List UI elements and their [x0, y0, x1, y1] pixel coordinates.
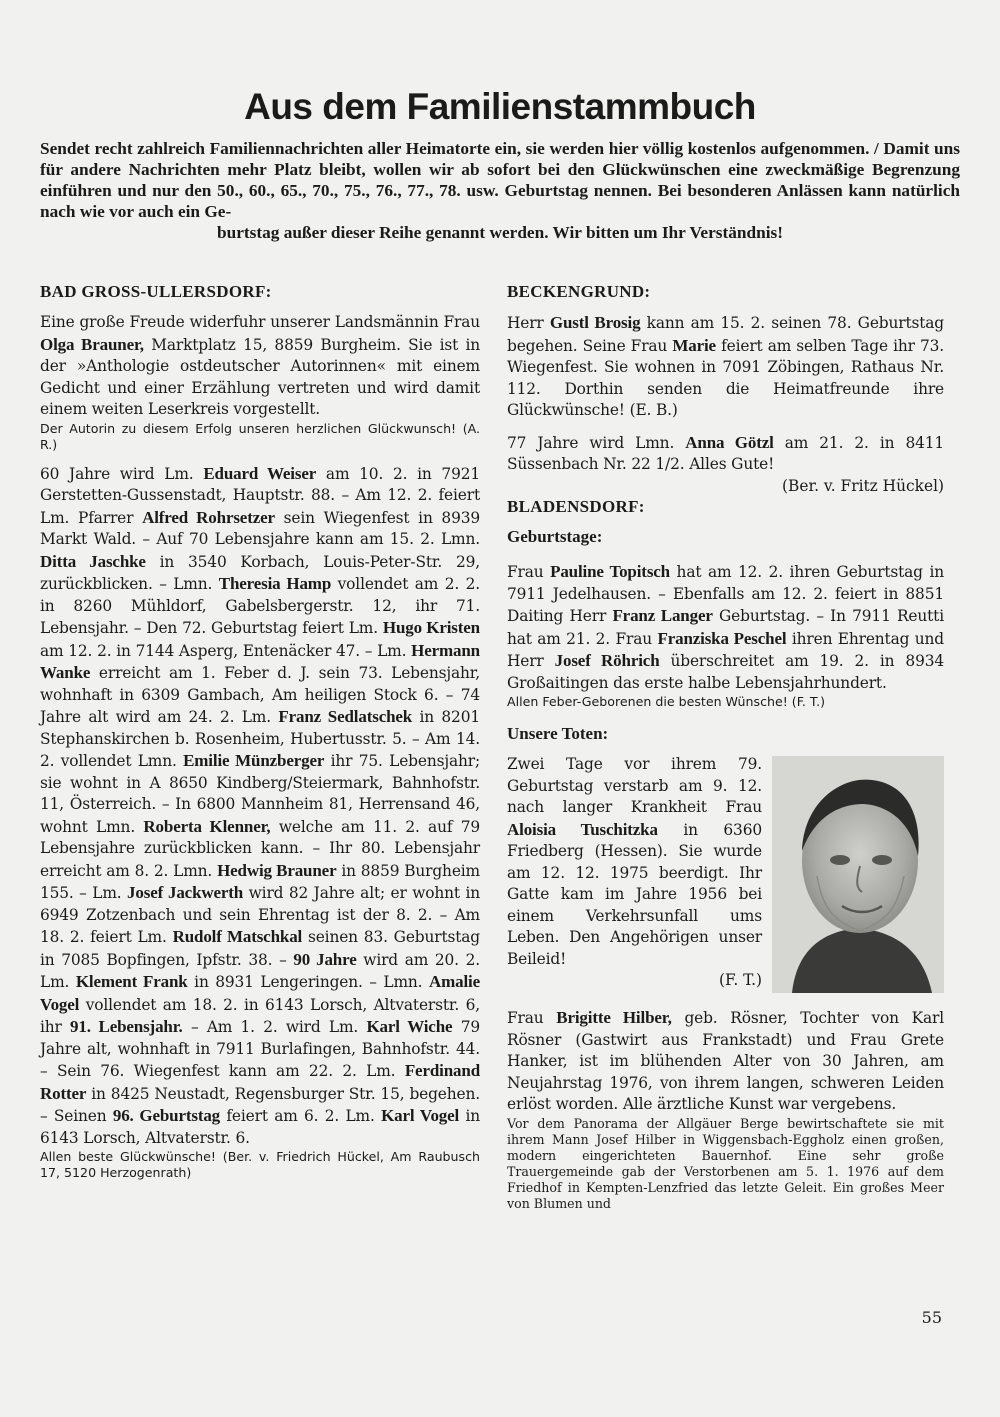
- left-column: [40, 282, 480, 1181]
- article-aloisia-tuschitzka: [507, 754, 762, 970]
- person-name: Gustl Brosig: [549, 313, 641, 332]
- page-title: Aus dem Familienstammbuch: [244, 86, 756, 127]
- person-name: Franziska Peschel: [657, 628, 787, 648]
- text-run: vollendet am 2. 2. in 8260 Mühldorf, Gabelsbergerstr. 12, ihr 71. Lebensjahr. – Den 72. Geburtstag feiert Lm.: [40, 575, 481, 637]
- text-run: in 3540 Korbach, Louis-Peter-Str. 29, zurückblicken. – Lmn.: [40, 552, 480, 593]
- emphasis: 90 Jahre: [293, 949, 357, 969]
- person-name: Hedwig Brauner: [217, 860, 337, 880]
- signature-ft: (F. T.): [719, 971, 762, 989]
- signature-fritz-hueckel: (Ber. v. Fritz Hückel): [782, 476, 944, 495]
- intro-last-line: burtstag außer dieser Reihe genannt werden. Wir bitten um Ihr Verständnis!: [216, 223, 784, 242]
- emphasis: 96. Geburtstag: [112, 1106, 221, 1125]
- section-heading-bad-gross-ullersdorf: BAD GROSS-ULLERSDORF:: [40, 282, 272, 301]
- portrait-photo: [772, 756, 944, 993]
- person-name: Hugo Kristen: [382, 618, 480, 637]
- person-name: Franz Langer: [612, 606, 713, 625]
- text-run: in 6143 Lorsch, Altvaterstr. 6.: [40, 1107, 481, 1147]
- text-run: feiert am selben Tage ihr 73. Wiegenfest. Sie wohnen in 7091 Zöbingen, Rathaus Nr. 112. Dorthin senden die Heimatfreunde ihre Glückwünsche! (E. B.): [507, 336, 944, 419]
- right-column: [507, 282, 944, 1212]
- emphasis: 91. Lebensjahr.: [70, 1017, 183, 1036]
- person-name: Klement Frank: [75, 972, 188, 991]
- person-name: Theresia Hamp: [218, 574, 332, 593]
- article-brigitte-hilber: [507, 1007, 944, 1116]
- person-name: Alfred Rohrsetzer: [142, 507, 275, 527]
- person-name: Eduard Weiser: [203, 463, 317, 483]
- text-run: überschreitet am 19. 2. in 8934 Großaitingen das erste halbe Lebensjahrhundert.: [507, 652, 945, 692]
- section-heading-bladensdorf: BLADENSDORF:: [507, 497, 645, 516]
- text-run: in 8201 Stephanskirchen b. Rosenheim, Hubertusstr. 5. – Am 14. 2. vollendet Lmn.: [40, 708, 480, 770]
- text-run: – Am 1. 2. wird Lm.: [182, 1018, 367, 1036]
- obituary-block: [507, 754, 944, 993]
- article-olga-brauner: [40, 312, 480, 421]
- person-name: Josef Röhrich: [554, 651, 660, 670]
- note-feber-geborenen: Allen Feber-Geborenen die besten Wünsche! (F. T.): [507, 694, 826, 709]
- page-number: 55: [921, 1308, 942, 1327]
- person-name: Brigitte Hilber,: [556, 1008, 672, 1027]
- note-olga-brauner: Der Autorin zu diesem Erfolg unseren herzlichen Glückwunsch! (A. R.): [40, 420, 480, 452]
- intro-paragraph: [40, 138, 960, 243]
- text-run: geb. Rösner, Tochter von Karl Rösner (Gastwirt aus Frankstadt) und Frau Grete Hanker, ist im blühenden Alter von 30 Jahren, am Neujahrstag 1976, von ihrem langen, schweren Leiden erlöst worden. Alle ärztliche Kunst war vergebens.: [507, 1009, 945, 1113]
- text-run: 79 Jahre alt, wohnhaft in 7911 Burlafingen, Bahnhofstr. 44. – Sein 76. Wiegenfest kann am 22. 2. Lm.: [40, 1018, 480, 1080]
- person-name: Rudolf Matschkal: [172, 927, 303, 946]
- person-name: Emilie Münzberger: [183, 751, 325, 770]
- article-birthdays-list: [40, 463, 480, 1150]
- text-run: kann am 15. 2. seinen 78. Geburtstag begehen. Seine Frau: [507, 314, 944, 355]
- subheading-unsere-toten: Unsere Toten:: [507, 724, 609, 743]
- subheading-geburtstage: Geburtstage:: [507, 527, 603, 546]
- person-name: Roberta Klenner,: [143, 816, 271, 836]
- note-reporter-friedrich-hueckel: Allen beste Glückwünsche! (Ber. v. Friedrich Hückel, Am Raubusch 17, 5120 Herzogenrath): [40, 1149, 480, 1180]
- text-run: Frau: [507, 1009, 557, 1027]
- person-name: Ditta Jaschke: [40, 551, 146, 571]
- person-name: Aloisia Tuschitzka: [507, 819, 658, 839]
- text-run: Zwei Tage vor ihrem 79. Geburtstag verstarb am 9. 12. nach langer Krankheit Frau: [507, 755, 762, 816]
- text-run: sein Wiegenfest in 8939 Markt Wald. – Auf 70 Lebensjahre kann am 15. 2. Lmn.: [40, 508, 480, 548]
- text-run: Geburtstag. – In 7911 Reutti hat am 21. 2. Frau: [507, 607, 944, 648]
- person-name: Hermann Wanke: [40, 640, 480, 682]
- person-name: Marie: [672, 335, 716, 355]
- text-run: wird 82 Jahre alt; er wohnt in 6949 Zotzenbach und sein Ehrentag ist der 8. 2. – Am 18. 2. feiert Lm.: [40, 884, 480, 946]
- note-brigitte-hilber: Vor dem Panorama der Allgäuer Berge bewirtschaftete sie mit ihrem Mann Josef Hilber in Wiggensbach-Eggholz einen großen, modern eingerichteten Bauernhof. Eine sehr große Trauergemeinde gab der Verstorbenen am 5. 1. 1976 auf dem Friedhof in Kempten-Lenzfried das letzte Geleit. Ein großes Meer von Blumen und: [507, 1115, 944, 1211]
- person-name: Pauline Topitsch: [550, 562, 670, 581]
- text-run: ihr 75. Lebensjahr; sie wohnt in A 8650 Kindberg/Steiermark, Bahnhofstr. 11, Österreich. – In 6800 Mannheim 81, Herrensand 46, wohnt Lmn.: [40, 752, 480, 836]
- text-run: Frau: [507, 563, 551, 581]
- person-name: Olga Brauner,: [40, 334, 144, 354]
- text-run: Herr: [507, 314, 550, 332]
- article-anna-goetzl: [507, 432, 944, 476]
- text-run: Marktplatz 15, 8859 Burgheim. Sie ist in der »Anthologie ostdeutscher Autorinnen« mit einem Gedicht und einer Erzählung vertreten und wird damit einem weiten Leserkreis vorgestellt.: [40, 335, 481, 418]
- intro-text: Sendet recht zahlreich Familiennachrichten aller Heimatorte ein, sie werden hier völlig kostenlos aufgenommen. / Damit uns für andere Nachrichten mehr Platz bleibt, wollen wir ab sofort bei den Glückwünschen eine zweckmäßige Begrenzung einführen und nur den 50., 60., 65., 70., 75., 76., 77., 78. usw. Geburtstag nennen. Bei besonderen Anlässen kann natürlich nach wie vor auch ein Ge-: [40, 139, 960, 221]
- text-run: seinen 83. Geburtstag in 7085 Bopfingen, Ipfstr. 38. –: [40, 928, 480, 969]
- text-run: in 8859 Burgheim 155. – Lm.: [40, 861, 480, 902]
- section-heading-beckengrund: BECKENGRUND:: [507, 282, 651, 301]
- text-run: Eine große Freude widerfuhr unserer Landsmännin Frau: [40, 313, 480, 331]
- person-name: Ferdinand Rotter: [40, 1061, 480, 1103]
- portrait-illustration: [772, 756, 944, 993]
- text-run: 77 Jahre wird Lmn.: [507, 433, 686, 452]
- text-run: in 8931 Lengeringen. – Lmn.: [187, 973, 429, 991]
- text-run: feiert am 6. 2. Lm.: [220, 1107, 382, 1125]
- text-run: am 12. 2. in 7144 Asperg, Entenäcker 47. – Lm.: [40, 641, 412, 660]
- article-bladensdorf-birthdays: [507, 561, 944, 694]
- text-run: erreicht am 1. Feber d. J. sein 73. Lebensjahr, wohnhaft in 6309 Gambach, Am heiligen Stock 6. – 74 Jahre alt wird am 24. 2. Lm.: [40, 664, 480, 726]
- person-name: Anna Götzl: [685, 432, 774, 452]
- person-name: Franz Sedlatschek: [278, 707, 413, 726]
- text-run: hat am 12. 2. ihren Geburtstag in 7911 Jedelhausen. – Ebenfalls am 12. 2. feiert in 8851 Daiting Herr: [507, 563, 944, 625]
- text-run: 60 Jahre wird Lm.: [40, 464, 204, 483]
- text-run: ihren Ehrentag und Herr: [507, 629, 944, 670]
- text-run: in 8425 Neustadt, Regensburger Str. 15, begehen. – Seinen: [40, 1084, 480, 1125]
- person-name: Josef Jackwerth: [127, 883, 244, 902]
- text-run: wird am 20. 2. Lm.: [40, 950, 480, 991]
- text-run: in 6360 Friedberg (Hessen). Sie wurde am 12. 12. 1975 beerdigt. Ihr Gatte kam im Jahre 1956 bei einem Verkehrsunfall ums Leben. Den Angehörigen unser Beileid!: [507, 820, 762, 968]
- person-name: Karl Vogel: [381, 1106, 460, 1125]
- obituary-text-column: [507, 754, 762, 993]
- text-run: am 10. 2. in 7921 Gerstetten-Gussenstadt, Hauptstr. 88. – Am 12. 2. feiert Lm. Pfarrer: [40, 464, 480, 527]
- text-run: am 21. 2. in 8411 Süssenbach Nr. 22 1/2. Alles Gute!: [507, 433, 945, 473]
- article-gustl-brosig: [507, 312, 944, 422]
- text-run: welche am 11. 2. auf 79 Lebensjahre zurückblicken kann. – Ihr 80. Lebensjahr erreicht am 8. 2. Lmn.: [40, 817, 481, 880]
- person-name: Amalie Vogel: [40, 972, 481, 1014]
- person-name: Karl Wiche: [366, 1017, 453, 1036]
- text-run: vollendet am 18. 2. in 6143 Lorsch, Altvaterstr. 6, ihr: [40, 995, 480, 1036]
